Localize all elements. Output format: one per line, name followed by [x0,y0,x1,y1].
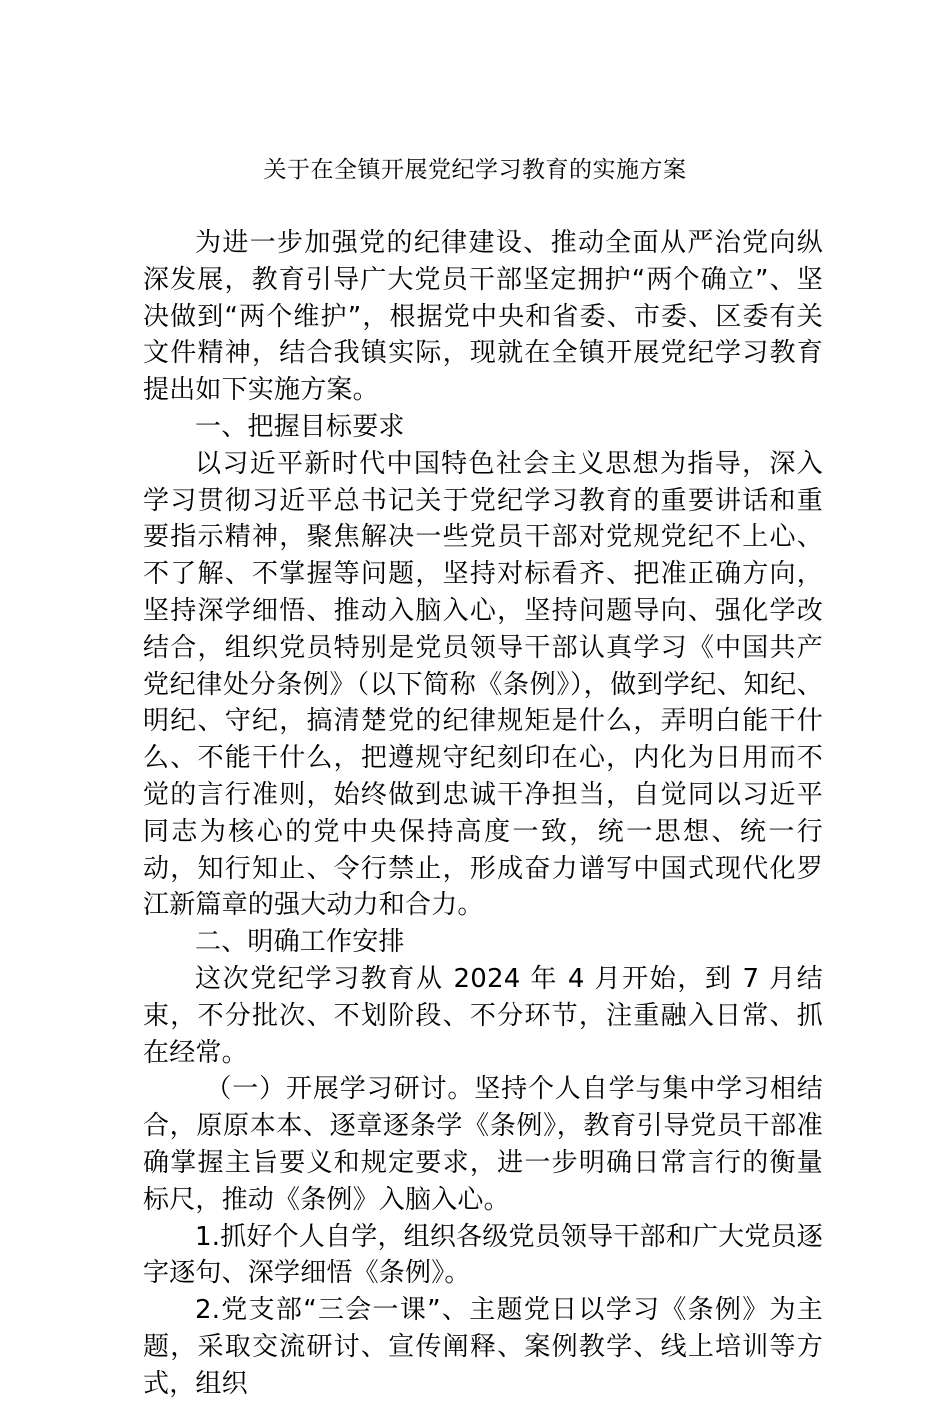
subsection-paragraph: （一）开展学习研讨。坚持个人自学与集中学习相结合，原原本本、逐章逐条学《条例》，教育引导党员干部准确掌握主旨要义和规定要求，进一步明确日常言行的衡量标尺，推动《条例》入脑入心。 [143,1074,823,1215]
document-title: 关于在全镇开展党纪学习教育的实施方案 [263,157,687,183]
section-heading-2: 二、明确工作安排 [195,927,405,958]
body-paragraph: 这次党纪学习教育从 2024 年 4 月开始，到 7 月结束，不分批次、不划阶段、不分环节，注重融入日常、抓在经常。 [143,963,823,1068]
list-item: 2.党支部“三会一课”、主题党日以学习《条例》为主题，采取交流研讨、宣传阐释、案例教学、线上培训等方式，组织 [143,1295,823,1399]
document-body [143,225,823,1403]
intro-paragraph: 为进一步加强党的纪律建设、推动全面从严治党向纵深发展，教育引导广大党员干部坚定拥护“两个确立”、坚决做到“两个维护”，根据党中央和省委、市委、区委有关文件精神，结合我镇实际，现就在全镇开展党纪学习教育提出如下实施方案。 [143,228,823,406]
body-paragraph: 以习近平新时代中国特色社会主义思想为指导，深入学习贯彻习近平总书记关于党纪学习教育的重要讲话和重要指示精神，聚焦解决一些党员干部对党规党纪不上心、不了解、不掌握等问题，坚持对标看齐、把准正确方向，坚持深学细悟、推动入脑入心，坚持问题导向、强化学改结合，组织党员特别是党员领导干部认真学习《中国共产党纪律处分条例》（以下简称《条例》），做到学纪、知纪、明纪、守纪，搞清楚党的纪律规矩是什么，弄明白能干什么、不能干什么，把遵规守纪刻印在心，内化为日用而不觉的言行准则，始终做到忠诚干净担当，自觉同以习近平同志为核心的党中央保持高度一致，统一思想、统一行动，知行知止、令行禁止，形成奋力谱写中国式现代化罗江新篇章的强大动力和合力。 [143,448,823,921]
list-item: 1.抓好个人自学，组织各级党员领导干部和广大党员逐字逐句、深学细悟《条例》。 [143,1221,823,1289]
section-heading-1: 一、把握目标要求 [195,411,405,442]
